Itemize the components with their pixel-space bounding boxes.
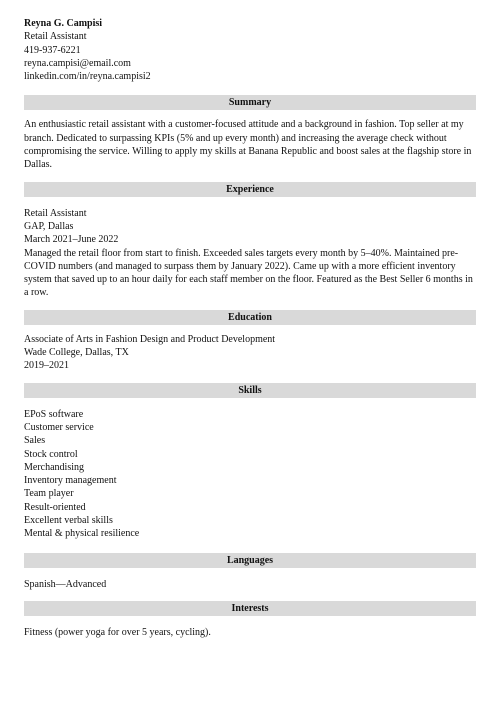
education-school: Wade College, Dallas, TX [24, 347, 129, 359]
experience-company: GAP, Dallas [24, 220, 74, 232]
skill-item: Sales [24, 435, 46, 447]
skill-item: Excellent verbal skills [24, 515, 113, 527]
candidate-name: Reyna G. Campisi [24, 18, 103, 29]
skill-item: Stock control [24, 448, 78, 460]
experience-dates: March 2021–June 2022 [24, 234, 119, 246]
education-heading: Education [24, 310, 476, 325]
resume-header [24, 17, 476, 83]
experience-description: Managed the retail floor from start to finish. Exceeded sales targets every month by 5–40%. Maintained pre-COVID numbers (and managed to surpass them by January 2022). Came up with a more efficient inventory system that saved up to an hour daily for each staff member on the floor. Featured as the Best Seller 6 months in a row. [24, 247, 473, 299]
skill-item: Team player [24, 488, 74, 500]
skills-list [24, 408, 476, 541]
candidate-phone: 419-937-6221 [24, 44, 81, 56]
skill-item: Mental & physical resilience [24, 528, 140, 540]
candidate-title: Retail Assistant [24, 31, 87, 43]
education-degree: Associate of Arts in Fashion Design and Product Development [24, 333, 276, 345]
education-entry [24, 333, 476, 373]
candidate-email: reyna.campisi@email.com [24, 57, 131, 69]
skill-item: EPoS software [24, 408, 84, 420]
skills-heading: Skills [24, 383, 476, 398]
skill-item: Inventory management [24, 475, 117, 487]
summary-text: An enthusiastic retail assistant with a customer-focused attitude and a background in fashion. Top seller at my branch. Dedicated to surpassing KPIs (5% and up every month) and increasing the average check without compromising the service. Willing to apply my skills at Banana Republic and boost sales at the flagship store in Dallas. [24, 119, 472, 171]
education-dates: 2019–2021 [24, 360, 69, 372]
skill-item: Customer service [24, 421, 94, 433]
experience-heading: Experience [24, 182, 476, 197]
interests-heading: Interests [24, 601, 476, 616]
experience-entry [24, 207, 476, 300]
candidate-linkedin: linkedin.com/in/reyna.campisi2 [24, 71, 151, 83]
skill-item: Result-oriented [24, 501, 86, 513]
summary-heading: Summary [24, 95, 476, 110]
languages-text: Spanish—Advanced [24, 578, 107, 590]
interests-text: Fitness (power yoga for over 5 years, cycling). [24, 626, 211, 638]
skill-item: Merchandising [24, 461, 84, 473]
experience-role: Retail Assistant [24, 207, 87, 219]
languages-heading: Languages [24, 553, 476, 568]
